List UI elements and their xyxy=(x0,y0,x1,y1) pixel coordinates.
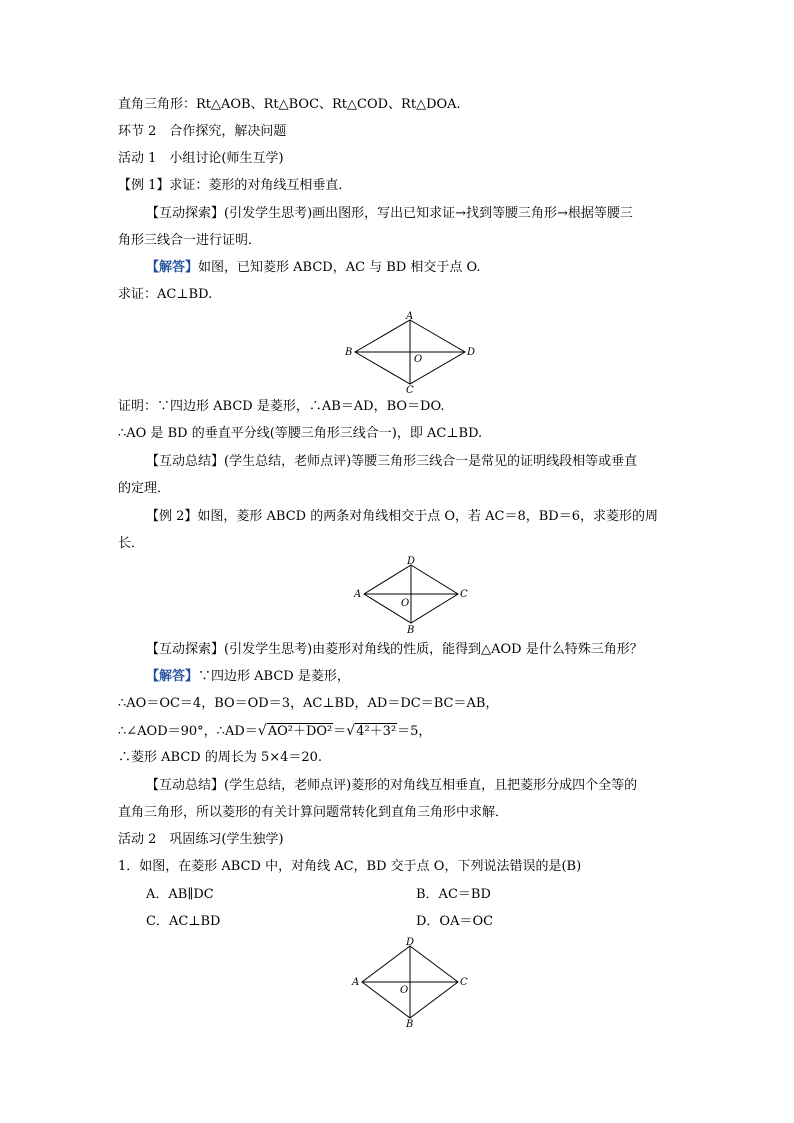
explore-1a: 【互动探索】(引发学生思考)画出图形，写出已知求证→找到等腰三角形→根据等腰三 xyxy=(146,206,633,221)
answer-2 xyxy=(146,668,706,686)
rhombus-figure-3 xyxy=(344,936,476,1028)
answer-tag: 【解答】 xyxy=(146,260,199,275)
rhombus-figure-2 xyxy=(348,556,473,636)
answer-text: 如图，已知菱形 ABCD，AC 与 BD 相交于点 O. xyxy=(198,260,481,275)
option-d: D．OA＝OC xyxy=(416,914,494,929)
vertex-label-right: D xyxy=(467,347,476,358)
solution-text-pre: ∴∠AOD＝90°，∴AD＝ xyxy=(118,724,258,739)
center-label: O xyxy=(400,985,409,996)
text-line: 直角三角形：Rt△AOB、Rt△BOC、Rt△COD、Rt△DOA. xyxy=(118,97,461,112)
vertex-label-top: D xyxy=(407,556,416,567)
activity-heading: 活动 1 小组讨论(师生互学) xyxy=(118,151,284,166)
prove-line: 求证：AC⊥BD. xyxy=(118,287,213,302)
answer-1 xyxy=(146,259,706,277)
explore-2: 【互动探索】(引发学生思考)由菱形对角线的性质，能得到△AOD 是什么特殊三角形？ xyxy=(146,642,643,657)
question-1: 1．如图，在菱形 ABCD 中，对角线 AC，BD 交于点 O，下列说法错误的是(B) xyxy=(118,859,582,874)
option-c: C．AC⊥BD xyxy=(146,914,221,929)
proof-line-1: 证明：∵四边形 ABCD 是菱形，∴AB＝AD，BO＝DO. xyxy=(118,399,445,414)
center-label: O xyxy=(401,598,410,609)
sqrt-sign: √ xyxy=(346,723,356,739)
rhombus-figure-1 xyxy=(340,310,480,394)
vertex-label-bottom: B xyxy=(407,625,415,636)
solution-line-3: ∴菱形 ABCD 的周长为 5×4＝20. xyxy=(118,750,323,765)
radicand-1: AO²＋DO² xyxy=(267,724,333,739)
example-2b: 长． xyxy=(118,536,145,551)
vertex-label-top: A xyxy=(406,311,414,322)
vertex-label-bottom: C xyxy=(406,385,414,394)
option-a: A．AB∥DC xyxy=(146,887,214,902)
summary-1b: 的定理． xyxy=(118,481,171,496)
proof-line-2: ∴AO 是 BD 的垂直平分线(等腰三角形三线合一)，即 AC⊥BD. xyxy=(118,426,483,441)
solution-line-2 xyxy=(118,722,678,741)
sqrt-sign: √ xyxy=(257,723,267,739)
vertex-label-top: D xyxy=(406,937,415,948)
vertex-label-right: C xyxy=(460,977,468,988)
activity-2-heading: 活动 2 巩固练习(学生独学) xyxy=(118,832,284,847)
summary-2a: 【互动总结】(学生总结，老师点评)菱形的对角线互相垂直，且把菱形分成四个全等的 xyxy=(146,778,638,793)
radicand-2: 4²＋3² xyxy=(356,724,397,739)
example-2a: 【例 2】如图，菱形 ABCD 的两条对角线相交于点 O，若 AC＝8，BD＝6，求菱形的周 xyxy=(146,509,658,524)
vertex-label-left: A xyxy=(352,977,360,988)
section-heading: 环节 2 合作探究，解决问题 xyxy=(118,124,287,139)
example-1: 【例 1】求证：菱形的对角线互相垂直． xyxy=(118,178,352,193)
solution-text-post: ＝5， xyxy=(397,724,432,739)
vertex-label-left: A xyxy=(354,589,362,600)
summary-2b: 直角三角形，所以菱形的有关计算问题常转化到直角三角形中求解． xyxy=(118,805,509,820)
vertex-label-bottom: B xyxy=(406,1019,414,1028)
vertex-label-left: B xyxy=(345,347,353,358)
solution-text-mid: ＝ xyxy=(333,724,347,739)
answer-text: ∵四边形 ABCD 是菱形， xyxy=(198,669,350,684)
solution-line-1: ∴AO＝OC＝4，BO＝OD＝3，AC⊥BD，AD＝DC＝BC＝AB， xyxy=(118,696,499,711)
vertex-label-right: C xyxy=(460,589,468,600)
explore-1b: 角形三线合一进行证明． xyxy=(118,233,262,248)
answer-tag: 【解答】 xyxy=(146,669,199,684)
summary-1a: 【互动总结】(学生总结，老师点评)等腰三角形三线合一是常见的证明线段相等或垂直 xyxy=(146,454,638,469)
option-b: B．AC＝BD xyxy=(416,887,491,902)
center-label: O xyxy=(414,354,423,365)
